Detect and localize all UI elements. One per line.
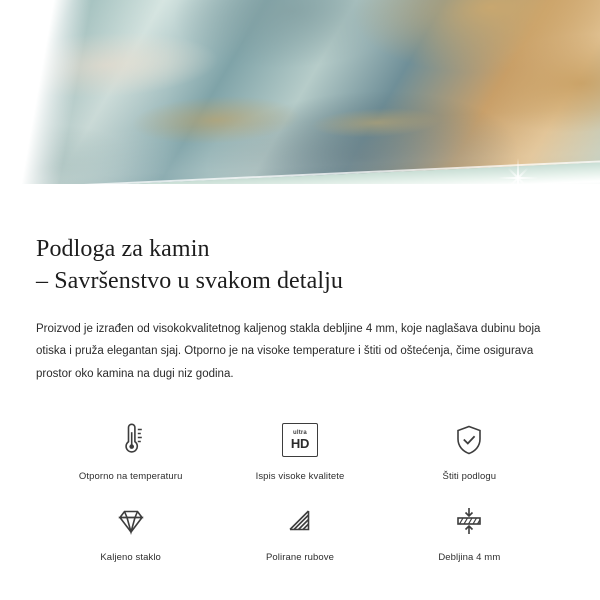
badge-main-text: HD	[290, 436, 310, 452]
diamond-icon	[108, 498, 154, 544]
text-content	[0, 218, 600, 567]
feature-item-thickness	[385, 492, 554, 567]
feature-item-temperature	[46, 411, 215, 486]
feature-label: Polirane rubove	[265, 552, 335, 564]
hero-product-image	[0, 0, 600, 218]
feature-label: Kaljeno staklo	[100, 552, 161, 564]
feature-item-protects-surface	[385, 411, 554, 486]
feature-item-polished-edges	[215, 492, 384, 567]
thickness-arrows-icon	[446, 498, 492, 544]
feature-label: Štiti podlogu	[442, 471, 497, 483]
page-title	[36, 234, 564, 298]
page-title-line-2: – Savršenstvo u svakom detalju	[36, 267, 343, 294]
feature-label: Otporno na temperaturu	[78, 471, 183, 483]
feature-grid	[36, 411, 564, 567]
feature-label: Debljina 4 mm	[438, 552, 501, 564]
polished-edges-icon	[277, 498, 323, 544]
product-description: Proizvod je izrađen od visokokvalitetnog kaljenog stakla debljine 4 mm, koje naglašava dubinu boja otiska i pruža elegantan sjaj. Otporno je na visoke temperature i štiti od oštećenja, čime osigurava prostor oko kamina na dugi niz godina.	[36, 322, 541, 380]
shield-check-icon	[446, 417, 492, 463]
ultra-hd-badge-icon	[277, 417, 323, 463]
feature-item-print-quality	[215, 411, 384, 486]
badge-top-text: ultra	[292, 430, 307, 437]
thermometer-icon	[108, 417, 154, 463]
page-title-line-1: Podloga za kamin	[36, 236, 210, 262]
feature-item-tempered-glass	[46, 492, 215, 567]
feature-label: Ispis visoke kvalitete	[255, 471, 345, 483]
